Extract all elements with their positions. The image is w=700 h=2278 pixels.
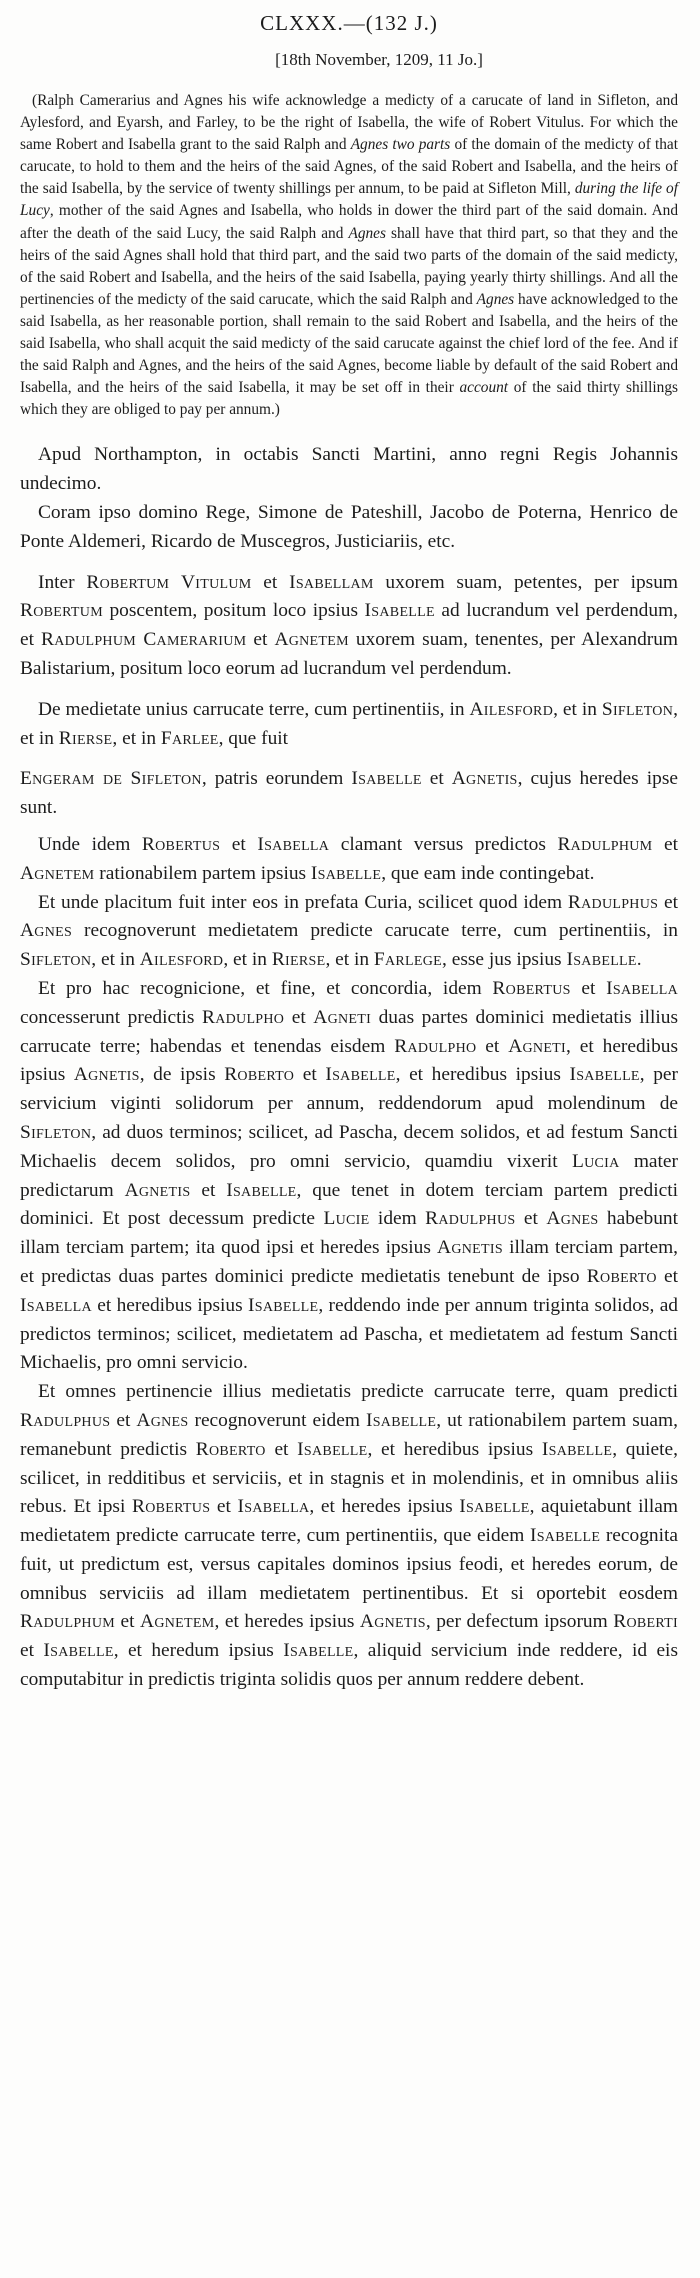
latin-name: Lucia — [571, 1150, 620, 1172]
latin-text-run: et — [476, 1035, 509, 1057]
latin-name: Agneti — [313, 1006, 372, 1028]
latin-subject — [20, 696, 678, 754]
latin-name: Radulphum — [20, 1611, 115, 1633]
latin-text-run: idem — [369, 1208, 426, 1230]
latin-name: Isabelle — [541, 1438, 613, 1460]
latin-name: Agnetem — [20, 862, 95, 884]
latin-name: Isabelle — [364, 600, 435, 622]
latin-text-run: poscentem, positum loco ipsius — [102, 600, 365, 622]
latin-name: Robertum Vitulum — [86, 571, 252, 593]
latin-name: Isabella — [257, 833, 330, 855]
latin-text-run: habebunt illam terciam partem; ita quod ipsi et heredes ipsius — [20, 1208, 678, 1259]
latin-text-run: , et in — [20, 698, 678, 749]
latin-text-run: et — [110, 1409, 137, 1431]
latin-name: Roberto — [224, 1064, 295, 1086]
latin-name: Robertum — [20, 600, 103, 622]
latin-text-run: , et heredibus ipsius — [395, 1064, 570, 1086]
latin-name: Isabelle — [297, 1438, 368, 1460]
summary-text: of the said thirty shillings which they are obliged to pay per annum.) — [20, 379, 678, 419]
latin-name: Isabelle — [43, 1640, 114, 1662]
latin-name: Agneti — [508, 1035, 566, 1057]
latin-name: Agnetis — [437, 1237, 503, 1259]
latin-text-run: recognita fuit, ut predictum est, versus capitales dominos ipsius feodi, et heredes eorum, de omnibus serviciis ad illam medietatem pertinentibus. Et si oportebit eosdem — [20, 1525, 678, 1604]
latin-text-run: et — [190, 1179, 227, 1201]
latin-text-run: , patris eorundem — [201, 768, 352, 790]
latin-text-run: , et heredes ipsius — [214, 1611, 360, 1633]
latin-text-run: , aquietabunt illam medietatem predicte carrucate terre, cum pertinentiis, que eidem — [20, 1496, 679, 1547]
latin-text — [20, 441, 678, 1694]
latin-name: Agnes — [20, 920, 73, 942]
latin-text-run: rationabilem partem ipsius — [94, 862, 311, 884]
latin-text-run: , per defectum ipsorum — [425, 1611, 614, 1633]
latin-grant — [20, 975, 678, 1378]
latin-name: Ailesford — [469, 698, 554, 720]
latin-name: Isabella — [606, 977, 678, 999]
latin-name: Radulpho — [394, 1035, 477, 1057]
latin-name: Agnetis — [124, 1179, 191, 1201]
latin-name: Rierse — [58, 727, 113, 749]
latin-text-run: Et unde placitum fuit inter eos in prefata Curia, scilicet quod idem — [38, 891, 568, 913]
latin-text-run: , et in — [325, 949, 374, 971]
latin-text-run: duas partes dominici medietatis illius carrucate terre; habendas et tenendas eisdem — [20, 1006, 678, 1057]
latin-name: Isabelle — [365, 1409, 437, 1431]
summary-italic: during the life of Lucy — [20, 180, 678, 220]
latin-text-run: , que eam inde contingebat. — [381, 862, 595, 884]
latin-text-run: et — [265, 1438, 298, 1460]
latin-text-run: , et in — [91, 949, 140, 971]
latin-name: Robertus — [141, 833, 221, 855]
latin-text-run: , et heredibus ipsius — [20, 1035, 679, 1086]
summary-italic: Agnes — [476, 290, 515, 308]
summary-text: of the domain of the medicty of that carucate, to hold to them and the heirs of the said Agnes, of the said Robert and Isabella, and the heirs of the said Isabella, by the service of twenty shillings per annum, to be paid at Sifleton Mill, — [20, 136, 678, 198]
latin-name: Isabelle — [459, 1496, 530, 1518]
latin-text-run: ad lucrandum vel perdendum, et — [20, 600, 678, 651]
latin-name: Isabelle — [248, 1294, 319, 1316]
latin-text-run: , que tenet in dotem terciam partem predicti dominici. Et post decessum predicte — [20, 1179, 678, 1230]
latin-name: Radulphum Camerarium — [41, 629, 247, 651]
latin-text-run: et — [652, 833, 678, 855]
latin-text-run: , et heredum ipsius — [113, 1640, 284, 1662]
latin-name: Isabelle — [226, 1179, 297, 1201]
latin-name: Agnetis — [73, 1064, 140, 1086]
latin-text-run: Et omnes pertinencie illius medietatis predicte carrucate terre, quam predicti — [38, 1381, 678, 1403]
latin-text-run: et — [570, 977, 607, 999]
latin-name: Radulphus — [20, 1409, 111, 1431]
latin-name: Agnes — [136, 1409, 189, 1431]
latin-text-run: et — [656, 1265, 678, 1287]
summary-text: have acknowledged to the said Isabella, as her reasonable portion, shall remain to the said Robert and Isabella, and the heirs of the said Isabella, who shall acquit the said medicty of the said carucate against the chief lord of the fee. And if the said Ralph and Agnes, and the heirs of the said Agnes, become liable by default of the said Robert and Isabella, and the heirs of the said Isabella, it may be set off in their — [20, 290, 678, 397]
latin-name: Agnetem — [274, 629, 349, 651]
latin-text-run: . — [636, 949, 642, 971]
latin-name: Sifleton — [601, 698, 674, 720]
latin-text-run: et heredibus ipsius — [91, 1294, 249, 1316]
latin-name: Radulphum — [557, 833, 653, 855]
latin-name: Isabelle — [325, 1064, 396, 1086]
latin-text-run: , ad duos terminos; scilicet, ad Pascha, decem solidos, et ad festum Sancti Michaelis decem solidos, pro omni servicio, quamdiu vixerit — [20, 1121, 678, 1172]
latin-claim — [20, 831, 678, 889]
latin-text-run: , que fuit — [218, 727, 289, 749]
latin-name: Isabelle — [351, 768, 422, 790]
latin-text-run: , cujus heredes ipse sunt. — [20, 768, 678, 819]
latin-text-run: et — [284, 1006, 314, 1028]
latin-text-run: , de ipsis — [139, 1064, 225, 1086]
latin-name: Isabella — [237, 1496, 310, 1518]
latin-name: Isabella — [20, 1294, 92, 1316]
latin-text-run: concesserunt predictis — [20, 1006, 202, 1028]
summary-text: , mother of the said Agnes and Isabella, who holds in dower the third part of the said domain. And after the death of the said Lucy, the said Ralph and — [20, 202, 678, 242]
latin-name: Robertus — [492, 977, 571, 999]
latin-name: Agnes — [546, 1208, 599, 1230]
latin-text-run: et — [251, 571, 290, 593]
latin-text-run: , reddendo inde per annum triginta solidos, ad predictos terminos; scilicet, medietatem ad Pascha, et medietatem ad festum Sancti Michaelis, pro omni servicio. — [20, 1294, 678, 1374]
latin-name: Robertus — [132, 1496, 211, 1518]
latin-name: Radulpho — [201, 1006, 285, 1028]
latin-name: Sifleton — [20, 949, 92, 971]
latin-name: Roberti — [613, 1611, 678, 1633]
latin-plea — [20, 889, 678, 975]
latin-text-run: , et heredes ipsius — [309, 1496, 460, 1518]
latin-text-run: , ut rationabilem partem suam, remanebunt predictis — [20, 1409, 678, 1460]
latin-text-run: , quiete, scilicet, in redditibus et serviciis, et in stagnis et in molendinis, et in omnibus aliis rebus. Et ipsi — [20, 1438, 679, 1518]
latin-pertinencies — [20, 1378, 678, 1695]
summary-text: (Ralph Camerarius and Agnes his wife acknowledge a medicty of a carucate of land in Sifleton, and Aylesford, and Eyarsh, and Farley, to be the right of Isabella, the wife of Robert Vitulus. For which the same Robert and Isabella grant to the said Ralph and — [20, 92, 678, 154]
latin-text-run: clamant versus predictos — [329, 833, 558, 855]
latin-name: Isabelle — [283, 1640, 354, 1662]
latin-text-run: et — [515, 1208, 547, 1230]
latin-text-run: uxorem suam, tenentes, per Alexandrum Balistarium, positum loco eorum ad lucrandum vel perdendum. — [20, 629, 679, 679]
latin-name: Ailesford — [139, 949, 224, 971]
latin-place-date: Apud Northampton, in octabis Sancti Martini, anno regni Regis Johannis undecimo. — [20, 444, 678, 495]
latin-name: Roberto — [586, 1265, 657, 1287]
latin-text-run: Et pro hac recognicione, et fine, et concordia, idem — [38, 977, 493, 999]
latin-name: Radulphus — [567, 891, 659, 913]
summary-italic: Agnes two parts — [350, 136, 451, 154]
latin-name: Farlee — [160, 727, 219, 749]
latin-name: Isabelle — [566, 949, 637, 971]
latin-text-run: recognoverunt eidem — [188, 1409, 366, 1431]
latin-text-run: et — [246, 629, 275, 651]
latin-name: Roberto — [195, 1438, 266, 1460]
latin-name: Lucie — [323, 1208, 370, 1230]
latin-name: Agnetem — [140, 1611, 215, 1633]
latin-text-run: illam terciam partem, et predictas duas partes dominici predicte medietatis tenebunt de ipso — [20, 1237, 679, 1287]
latin-name: Farlege — [373, 949, 443, 971]
charter-date: [18th November, 1209, 11 Jo.] — [275, 50, 483, 69]
latin-text-run: recognoverunt medietatem predicte carucate terre, cum pertinentiis, in — [72, 920, 678, 942]
english-summary — [20, 90, 678, 421]
summary-italic: account — [459, 379, 509, 397]
latin-text-run: et — [421, 768, 452, 790]
latin-name: Isabelle — [569, 1064, 640, 1086]
latin-text-run: uxorem suam, petentes, per ipsum — [373, 571, 678, 593]
summary-text: shall have that third part, so that they and the heirs of the said Agnes shall hold that third part, and the said two parts of the domain of the said medicty, of the said Robert and Isabella, and the heirs of the said Isabella, paying yearly thirty shillings. And all the pertinencies of the medicty of the said carucate, which the said Ralph and — [20, 224, 678, 308]
latin-text-run: , per servicium viginti solidorum per annum, reddendorum apud molendinum de — [20, 1064, 678, 1115]
latin-name: Sifleton — [20, 1121, 92, 1143]
latin-text-run: mater predictarum — [20, 1150, 678, 1201]
summary-italic: Agnes — [348, 224, 386, 242]
latin-text-run: et — [210, 1496, 238, 1518]
latin-text-run: , esse jus ipsius — [442, 949, 567, 971]
latin-text-run: et — [20, 1640, 44, 1662]
latin-subject-continued — [20, 765, 678, 823]
latin-name: Rierse — [271, 949, 326, 971]
latin-parties — [20, 569, 678, 684]
latin-name: Isabellam — [289, 571, 374, 593]
latin-text-run: , et in — [112, 727, 161, 749]
latin-name: Agnetis — [451, 768, 518, 790]
charter-number-heading: CLXXX.—(132 J.) — [260, 11, 438, 35]
latin-text-run: , aliquid servicium inde reddere, id eis computabitur in predictis triginta solidis quos per annum reddere debent. — [20, 1640, 678, 1691]
latin-text-run: et — [294, 1064, 326, 1086]
latin-text-run: et — [114, 1611, 141, 1633]
summary-paragraph — [20, 90, 678, 421]
latin-text-run: et — [220, 833, 258, 855]
latin-text-run: De medietate unius carrucate terre, cum pertinentiis, in — [38, 698, 470, 720]
latin-text-run: Unde idem — [38, 833, 142, 855]
latin-text-run: Inter — [38, 571, 87, 593]
latin-name: Radulphus — [425, 1208, 516, 1230]
latin-text-run: , et heredibus ipsius — [367, 1438, 542, 1460]
latin-name: Isabelle — [310, 862, 382, 884]
latin-text-run: et — [658, 891, 678, 913]
latin-name: Isabelle — [529, 1525, 601, 1547]
latin-text-run: , et in — [223, 949, 272, 971]
latin-name: Agnetis — [359, 1611, 426, 1633]
latin-text-run: , et in — [553, 698, 602, 720]
latin-name: Engeram de Sifleton — [20, 768, 202, 790]
latin-justices: Coram ipso domino Rege, Simone de Pateshill, Jacobo de Poterna, Henrico de Ponte Aldemeri, Ricardo de Muscegros, Justiciariis, etc. — [20, 502, 678, 552]
